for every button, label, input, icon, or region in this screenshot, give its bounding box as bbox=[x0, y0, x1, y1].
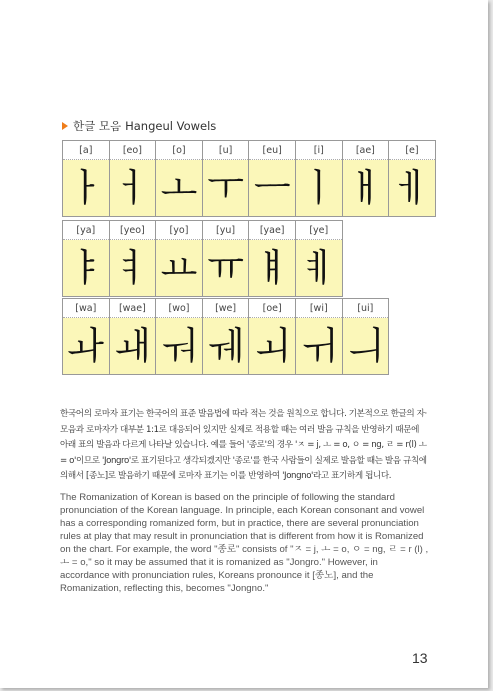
vowel-table-row-2 bbox=[62, 220, 343, 297]
romanization-label: [o] bbox=[156, 141, 203, 160]
english-paragraph: The Romanization of Korean is based on the principle of following the standard pronunciation of the Korean language. In principle, each Korean consonant and vowel has a corresponding romanized form, but in practice, there are several pronunciation rules at play that may result in pronunciation that is different from how it is Romanized on the chart. For example, the word "종로" consists of "ㅈ = j, ㅗ = o, ㅇ = ng, ㄹ = r (l) , ㅗ = o," so it may be assumed that it is romanized as "Jongro." However, in accordance with pronunciation rules, Koreans pronounce it [종노], and the Romanization, reflecting this, becomes "Jongno." bbox=[60, 492, 429, 594]
vowel-glyph: ㅏ bbox=[63, 160, 110, 217]
vowel-glyph: ㅡ bbox=[249, 160, 296, 217]
vowel-glyph: ㅜ bbox=[202, 160, 249, 217]
romanization-label: [wae] bbox=[109, 299, 156, 318]
vowel-glyph: ㅕ bbox=[109, 240, 156, 297]
vowel-glyph: ㅑ bbox=[63, 240, 110, 297]
vowel-table bbox=[62, 220, 343, 297]
romanization-label: [yeo] bbox=[109, 221, 156, 240]
vowel-glyph: ㅐ bbox=[342, 160, 389, 217]
vowel-glyph: ㅓ bbox=[109, 160, 156, 217]
korean-paragraph: 한국어의 로마자 표기는 한국어의 표준 발음법에 따라 적는 것을 원칙으로 합니다. 기본적으로 한글의 자·모음과 로마자가 대부분 1:1로 대응되어 있지만 실제로 적용할 때는 여러 발음 규칙을 반영하기 때문에 아래 표의 발음과 다르게 나타날 있습니다. 예를 들어 '종로'의 경우 'ㅈ = j, ㅗ = o, ㅇ = ng, ㄹ = r(l) ㅗ = o'이므로 'Jongro'로 표기된다고 생각되겠지만 '종로'를 한국 사람들이 실제로 발음할 때는 발음 규칙에 의해서 [종노]로 발음하기 때문에 로마자 표기는 이를 반영하여 'Jongno'라고 표기하게 됩니다. bbox=[60, 409, 427, 481]
vowel-glyph: ㅙ bbox=[109, 318, 156, 375]
romanization-label: [u] bbox=[202, 141, 249, 160]
romanization-label: [eu] bbox=[249, 141, 296, 160]
vowel-table bbox=[62, 298, 389, 375]
vowel-glyph: ㅟ bbox=[295, 318, 342, 375]
romanization-label: [we] bbox=[202, 299, 249, 318]
vowel-table bbox=[62, 140, 436, 217]
vowel-glyph: ㅘ bbox=[63, 318, 110, 375]
romanization-label: [wa] bbox=[63, 299, 110, 318]
vowel-glyph: ㅚ bbox=[249, 318, 296, 375]
romanization-label: [i] bbox=[295, 141, 342, 160]
romanization-label: [oe] bbox=[249, 299, 296, 318]
vowel-glyph: ㅔ bbox=[389, 160, 436, 217]
vowel-table-row-3 bbox=[62, 298, 389, 375]
romanization-label: [wo] bbox=[156, 299, 203, 318]
heading-english: Hangeul Vowels bbox=[125, 119, 217, 133]
vowel-glyph: ㅛ bbox=[156, 240, 203, 297]
romanization-label: [e] bbox=[389, 141, 436, 160]
romanization-label: [yu] bbox=[202, 221, 249, 240]
vowel-table-row-1 bbox=[62, 140, 436, 217]
romanization-label: [a] bbox=[63, 141, 110, 160]
romanization-label: [yae] bbox=[249, 221, 296, 240]
vowel-glyph: ㅠ bbox=[202, 240, 249, 297]
romanization-label: [ae] bbox=[342, 141, 389, 160]
section-heading bbox=[62, 118, 216, 134]
vowel-glyph: ㅣ bbox=[295, 160, 342, 217]
romanization-label: [wi] bbox=[295, 299, 342, 318]
heading-korean: 한글 모음 bbox=[73, 119, 122, 133]
romanization-label: [yo] bbox=[156, 221, 203, 240]
triangle-bullet-icon bbox=[62, 122, 68, 130]
vowel-glyph: ㅗ bbox=[156, 160, 203, 217]
page-number: 13 bbox=[412, 650, 428, 666]
vowel-glyph: ㅞ bbox=[202, 318, 249, 375]
vowel-glyph: ㅢ bbox=[342, 318, 389, 375]
romanization-label: [eo] bbox=[109, 141, 156, 160]
romanization-label: [ya] bbox=[63, 221, 110, 240]
vowel-glyph: ㅒ bbox=[249, 240, 296, 297]
romanization-label: [ui] bbox=[342, 299, 389, 318]
vowel-glyph: ㅖ bbox=[295, 240, 342, 297]
romanization-label: [ye] bbox=[295, 221, 342, 240]
vowel-glyph: ㅝ bbox=[156, 318, 203, 375]
